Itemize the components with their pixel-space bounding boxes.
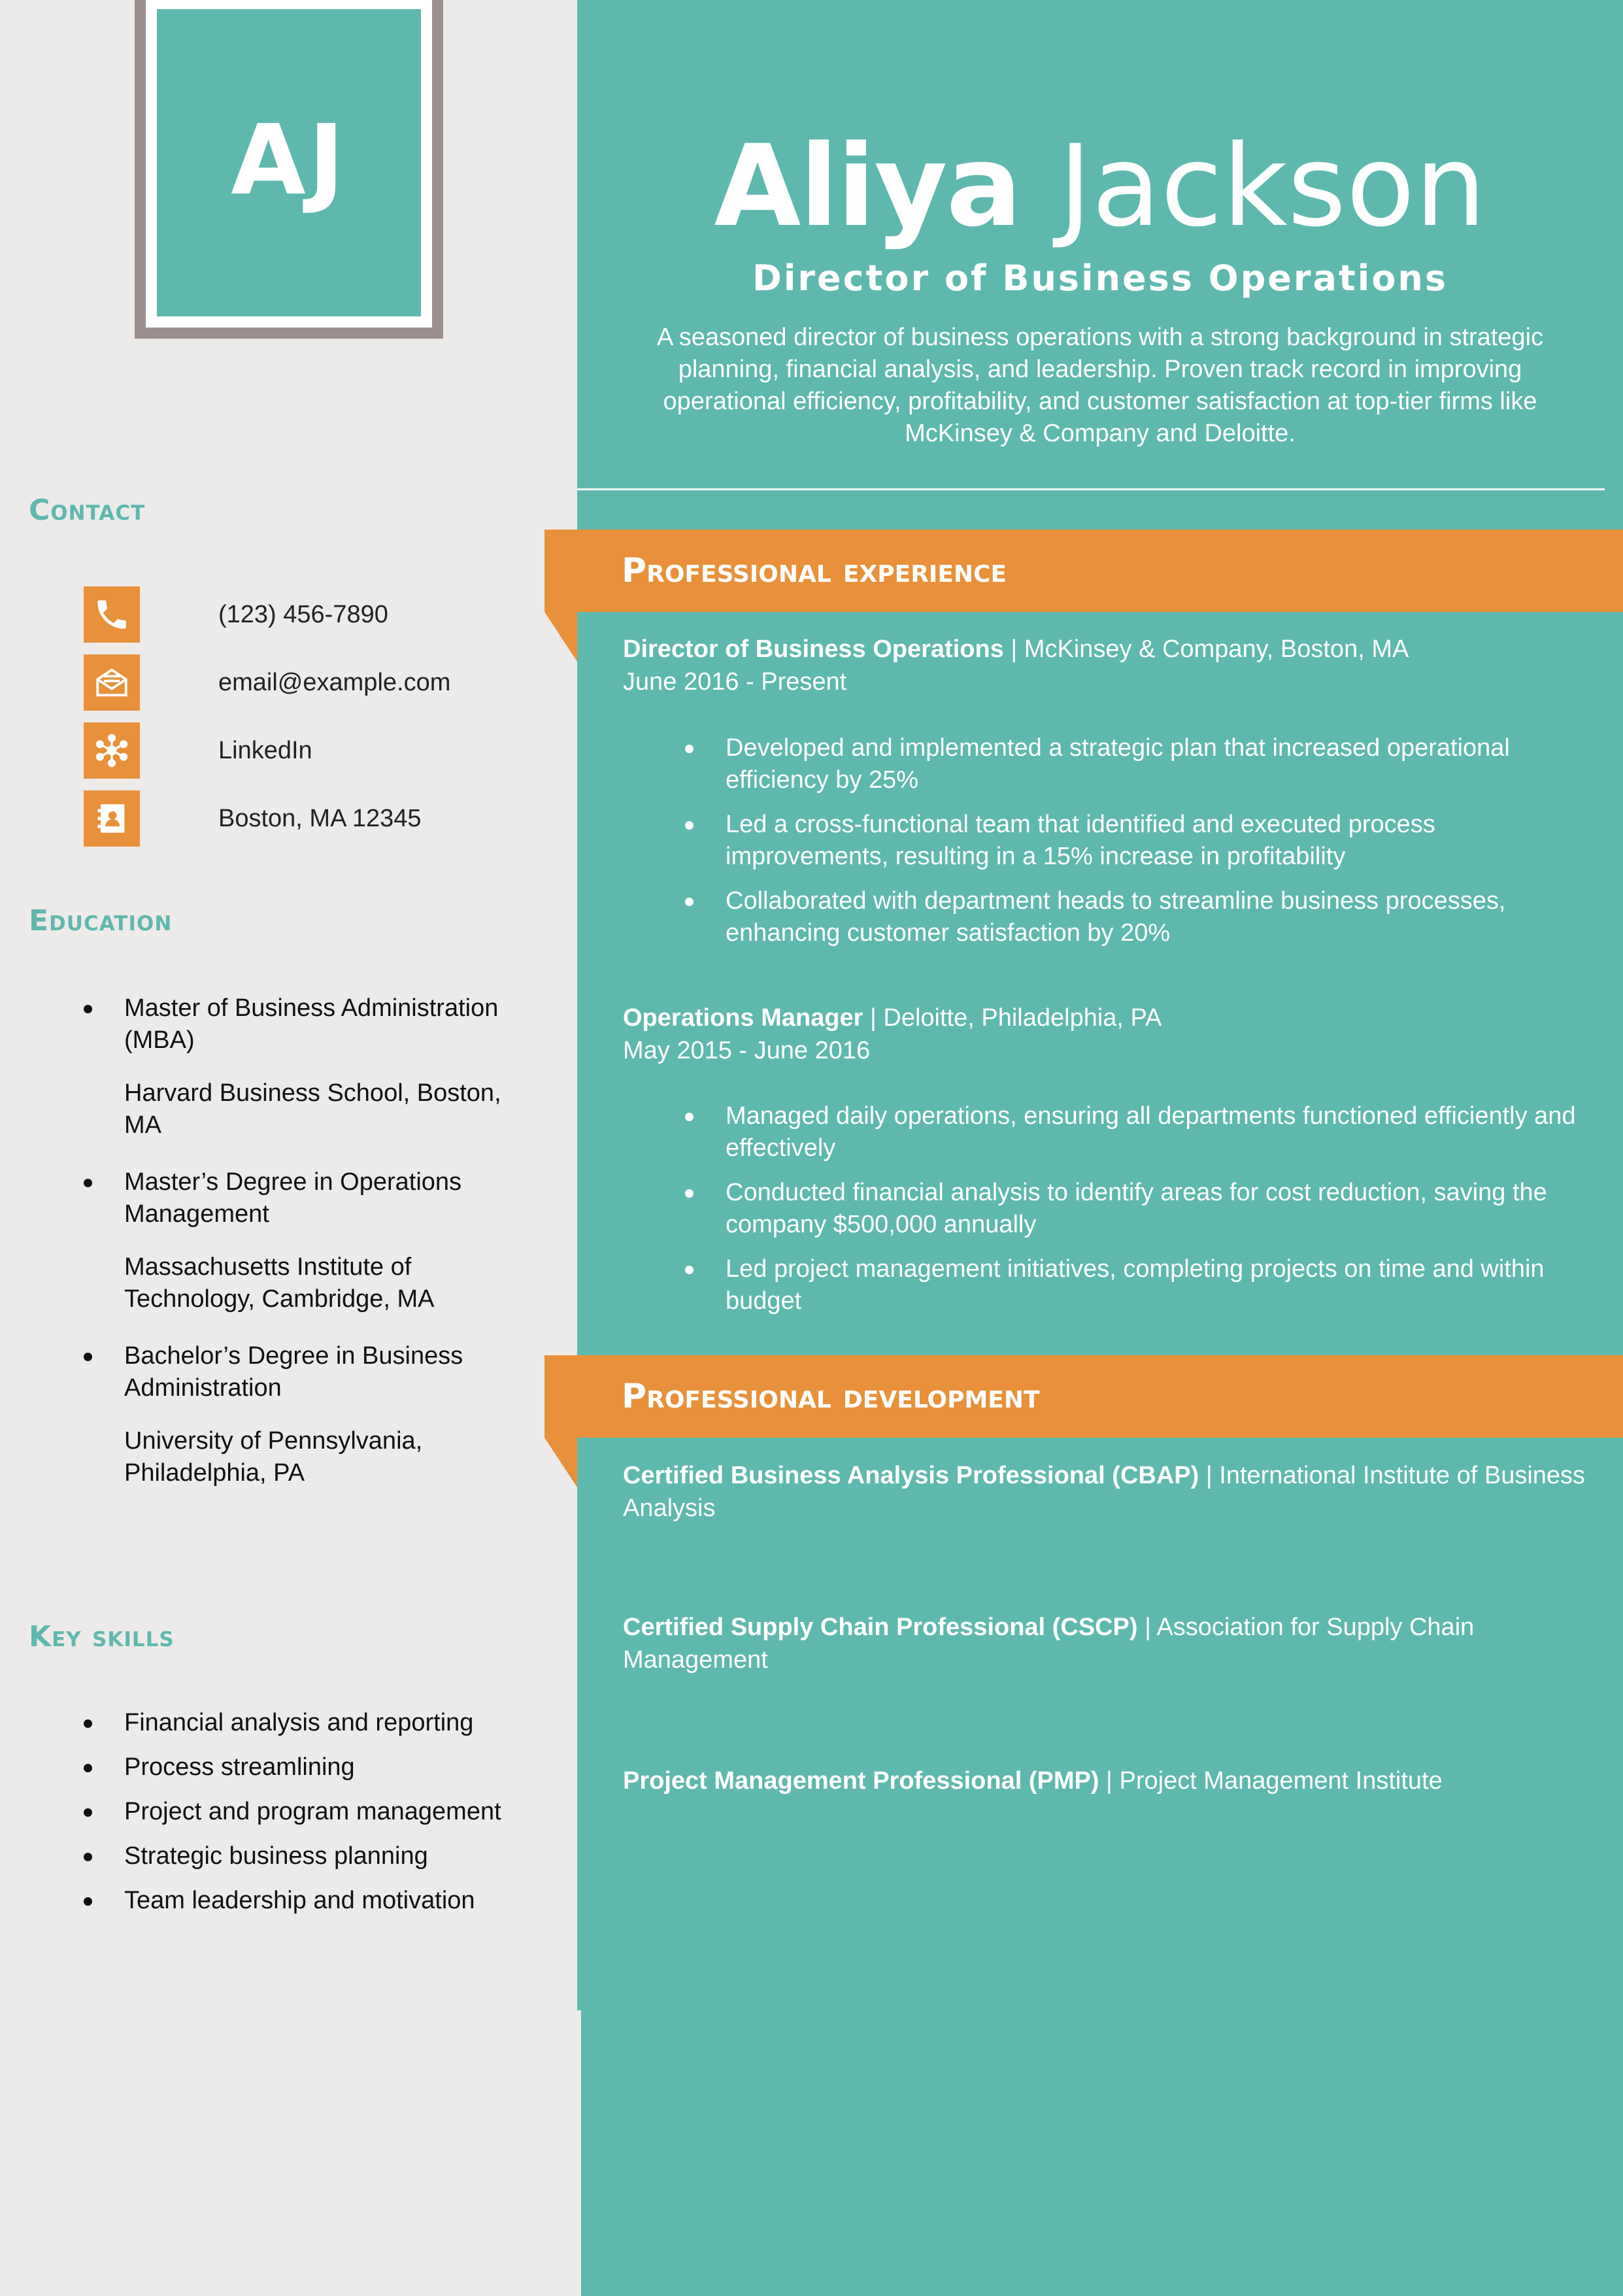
contact-heading: Contact <box>29 494 146 527</box>
education-heading: Education <box>29 904 173 937</box>
contact-phone-text: (123) 456-7890 <box>218 600 388 628</box>
duty-item: Led project management initiatives, completing projects on time and within budget <box>685 1253 1594 1317</box>
main-column <box>577 0 1623 2296</box>
skills-heading: Key skills <box>29 1620 175 1653</box>
certification <box>623 1611 1603 1676</box>
candidate-name <box>577 121 1623 252</box>
skill-item: Team leadership and motivation <box>84 1885 528 1917</box>
skills-list <box>84 1707 528 1929</box>
job-duties <box>685 1100 1594 1330</box>
development-heading-text: Professional development <box>622 1377 1040 1416</box>
job-title: Director of Business Operations <box>752 258 1448 299</box>
duty-item: Conducted financial analysis to identify areas for cost reduction, saving the company $500,000 annually <box>685 1177 1594 1241</box>
banner-fold <box>544 1438 577 1487</box>
education-list <box>84 992 528 1514</box>
divider <box>577 488 1605 490</box>
experience-heading <box>544 530 1623 612</box>
skill-item: Strategic business planning <box>84 1840 528 1872</box>
address-icon <box>84 790 140 847</box>
contact-address <box>84 785 450 853</box>
duty-item: Collaborated with department heads to streamline business processes, enhancing customer satisfaction by 20% <box>685 885 1594 949</box>
summary: A seasoned director of business operations with a strong background in strategic planning, financial analysis, and leadership. Proven track record in improving operational efficiency, profitability, and customer satisfaction at top-tier firms like McKinsey & Company and Deloitte. <box>656 324 1544 447</box>
contact-email-text[interactable]: email@example.com <box>218 668 451 696</box>
skill-item: Financial analysis and reporting <box>84 1707 528 1739</box>
contact-email <box>84 649 450 717</box>
job-org: | Deloitte, Philadelphia, PA <box>863 1004 1162 1032</box>
cert-name: Project Management Professional (PMP) <box>623 1767 1099 1795</box>
cert-org: | Association for Supply Chain Management <box>623 1613 1475 1674</box>
banner-fold <box>544 612 577 662</box>
contact-linkedin <box>84 717 450 785</box>
education-degree: Master of Business Administration (MBA) <box>84 992 528 1056</box>
linkedin-icon <box>84 722 140 779</box>
job-role: Operations Manager <box>623 1004 863 1032</box>
skill-item: Process streamlining <box>84 1751 528 1783</box>
job-role: Director of Business Operations <box>623 635 1004 663</box>
contact-phone <box>84 581 450 649</box>
skill-item: Project and program management <box>84 1796 528 1828</box>
certification <box>623 1764 1603 1797</box>
email-icon <box>84 654 140 711</box>
contact-address-text: Boston, MA 12345 <box>218 804 422 832</box>
job-header <box>623 633 1603 666</box>
education-school: Harvard Business School, Boston, MA <box>124 1079 501 1139</box>
contact-linkedin-text[interactable]: LinkedIn <box>218 736 312 764</box>
education-school: University of Pennsylvania, Philadelphia, PA <box>124 1427 423 1487</box>
job-dates: June 2016 - Present <box>623 668 847 696</box>
experience-heading-text: Professional experience <box>622 551 1007 590</box>
duty-item: Led a cross-functional team that identified and executed process improvements, resulting in a 15% increase in profitability <box>685 809 1594 873</box>
education-degree: Master’s Degree in Operations Management <box>84 1166 528 1230</box>
last-name: Jackson <box>1058 120 1486 252</box>
monogram: AJ <box>157 9 421 316</box>
contact-list <box>84 581 450 853</box>
cert-org: | Project Management Institute <box>1099 1767 1443 1795</box>
certification <box>623 1459 1603 1525</box>
monogram-frame <box>135 0 443 339</box>
education-school: Massachusetts Institute of Technology, Cambridge, MA <box>124 1253 435 1313</box>
sidebar-edge <box>577 2010 581 2296</box>
sidebar <box>0 0 577 2296</box>
first-name: Aliya <box>714 120 1021 252</box>
cert-name: Certified Supply Chain Professional (CSCP) <box>623 1613 1138 1641</box>
duty-item: Developed and implemented a strategic plan that increased operational efficiency by 25% <box>685 732 1594 796</box>
cert-name: Certified Business Analysis Professional (CBAP) <box>623 1462 1199 1489</box>
development-heading <box>544 1355 1623 1438</box>
duty-item: Managed daily operations, ensuring all departments functioned efficiently and effectively <box>685 1100 1594 1164</box>
cert-org: | International Institute of Business Analysis <box>623 1462 1586 1522</box>
job-duties <box>685 732 1594 962</box>
phone-icon <box>84 586 140 643</box>
job-dates: May 2015 - June 2016 <box>623 1037 871 1064</box>
job-org: | McKinsey & Company, Boston, MA <box>1003 635 1409 663</box>
education-degree: Bachelor’s Degree in Business Administration <box>84 1340 528 1404</box>
job-header <box>623 1002 1603 1034</box>
